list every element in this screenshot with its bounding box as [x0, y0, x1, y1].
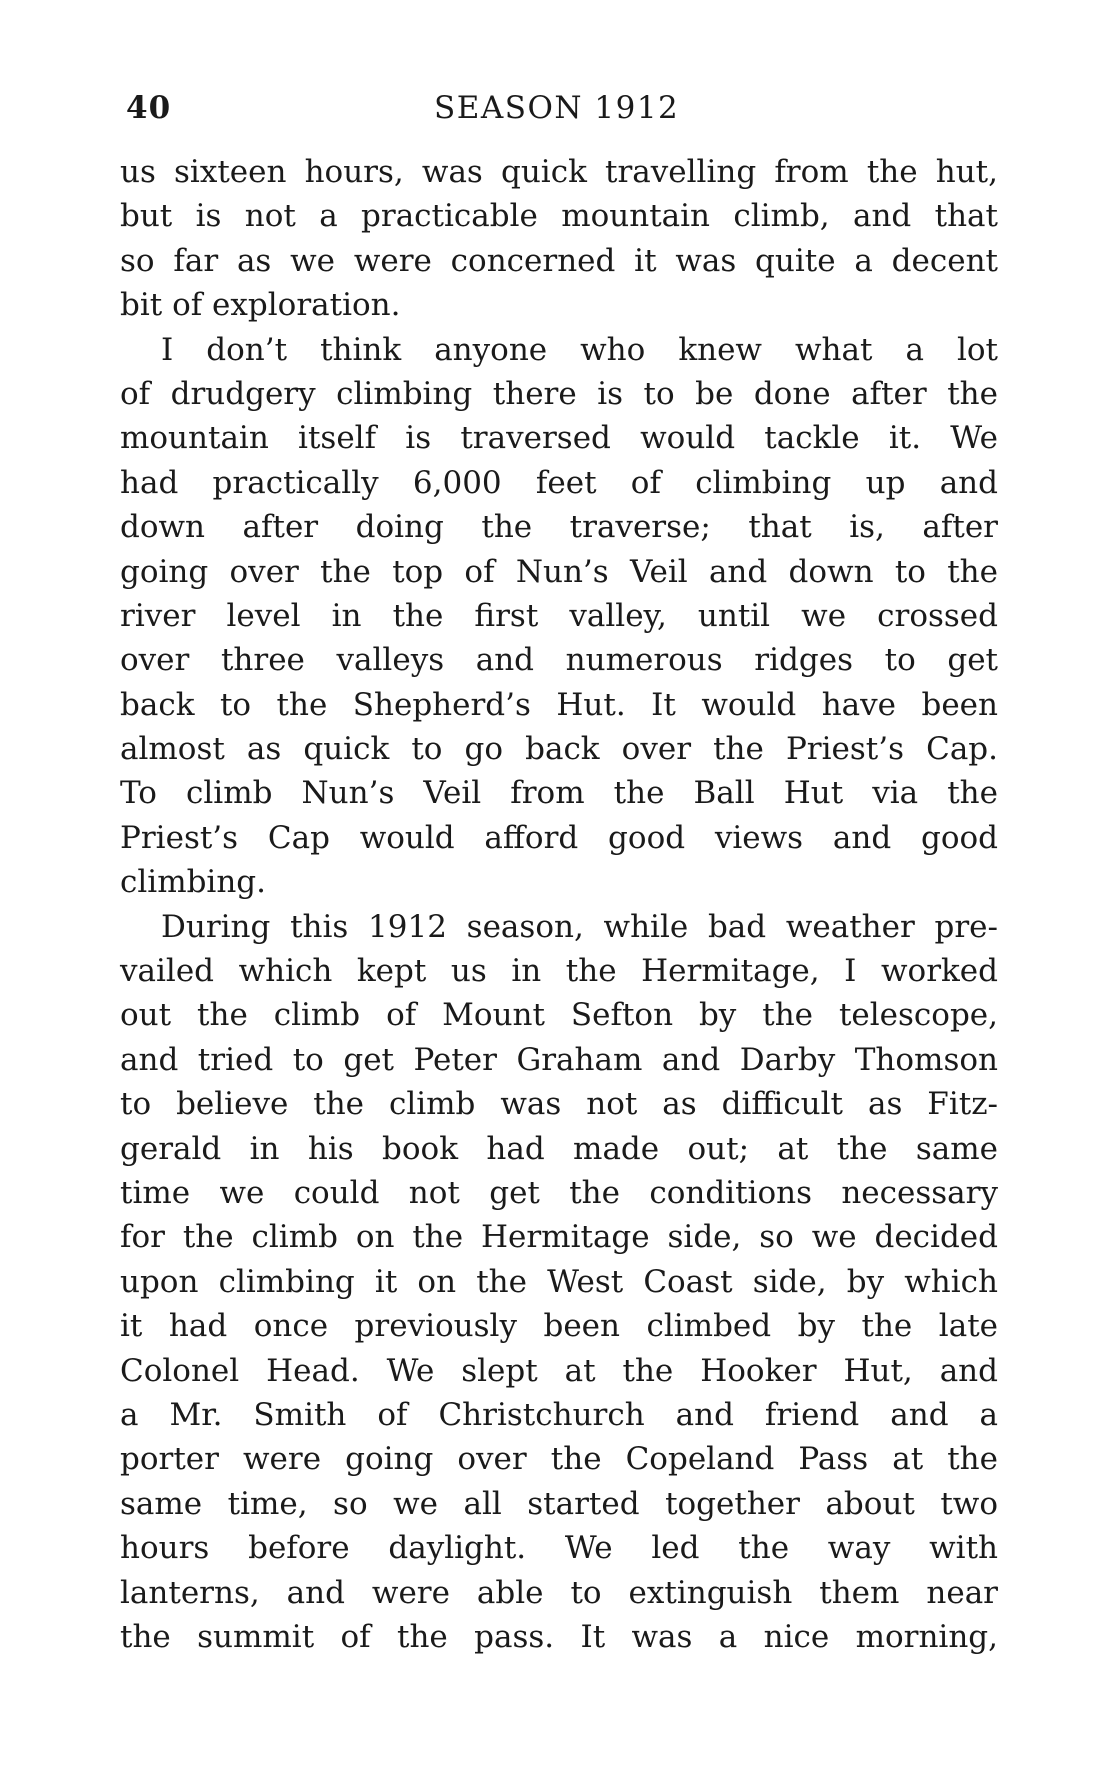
text-line: over three valleys and numerous ridges to get — [120, 642, 998, 679]
text-line: gerald in his book had made out; at the same — [120, 1130, 998, 1167]
text-line: porter were going over the Copeland Pass at the — [120, 1441, 998, 1478]
running-head: SEASON 1912 — [434, 90, 680, 126]
text-line: During this 1912 season, while bad weather pre- — [161, 908, 998, 945]
text-line: to believe the climb was not as difficult as Fitz- — [120, 1086, 998, 1123]
text-line: down after doing the traverse; that is, after — [120, 509, 998, 546]
text-line: and tried to get Peter Graham and Darby Thomson — [120, 1041, 998, 1078]
text-line: upon climbing it on the West Coast side, by which — [120, 1263, 998, 1300]
text-line: I don’t think anyone who knew what a lot — [161, 331, 998, 368]
text-line: almost as quick to go back over the Priest’s Cap. — [120, 731, 998, 768]
page-header — [126, 84, 996, 132]
text-line: a Mr. Smith of Christchurch and friend and a — [120, 1396, 998, 1433]
text-line: us sixteen hours, was quick travelling from the hut, — [120, 154, 998, 190]
text-line: time we could not get the conditions necessary — [120, 1174, 998, 1211]
text-line: Priest’s Cap would afford good views and good — [120, 819, 998, 856]
text-line: river level in the first valley, until we crossed — [120, 597, 998, 634]
text-line: climbing. — [120, 864, 267, 901]
text-line: it had once previously been climbed by the late — [120, 1308, 998, 1345]
text-line: of drudgery climbing there is to be done after the — [120, 375, 998, 412]
text-line: out the climb of Mount Sefton by the telescope, — [120, 997, 998, 1034]
text-line: had practically 6,000 feet of climbing up and — [120, 464, 998, 501]
text-line: To climb Nun’s Veil from the Ball Hut via the — [120, 775, 998, 812]
body-text — [120, 150, 998, 1659]
text-line: same time, so we all started together about two — [120, 1485, 998, 1522]
text-line: Colonel Head. We slept at the Hooker Hut, and — [120, 1352, 998, 1389]
text-line: hours before daylight. We led the way with — [120, 1530, 998, 1567]
text-line: so far as we were concerned it was quite a decent — [120, 242, 998, 279]
text-line: but is not a practicable mountain climb, and that — [120, 198, 998, 235]
text-line: going over the top of Nun’s Veil and down to the — [120, 553, 998, 590]
text-line: mountain itself is traversed would tackle it. We — [120, 420, 998, 457]
text-line: for the climb on the Hermitage side, so we decided — [120, 1219, 998, 1256]
text-line: vailed which kept us in the Hermitage, I worked — [120, 953, 998, 990]
text-line: the summit of the pass. It was a nice morning, — [120, 1618, 998, 1655]
text-line: bit of exploration. — [120, 287, 401, 324]
text-line: back to the Shepherd’s Hut. It would have been — [120, 686, 998, 723]
text-line: lanterns, and were able to extinguish them near — [120, 1574, 998, 1611]
page-number: 40 — [126, 90, 172, 126]
